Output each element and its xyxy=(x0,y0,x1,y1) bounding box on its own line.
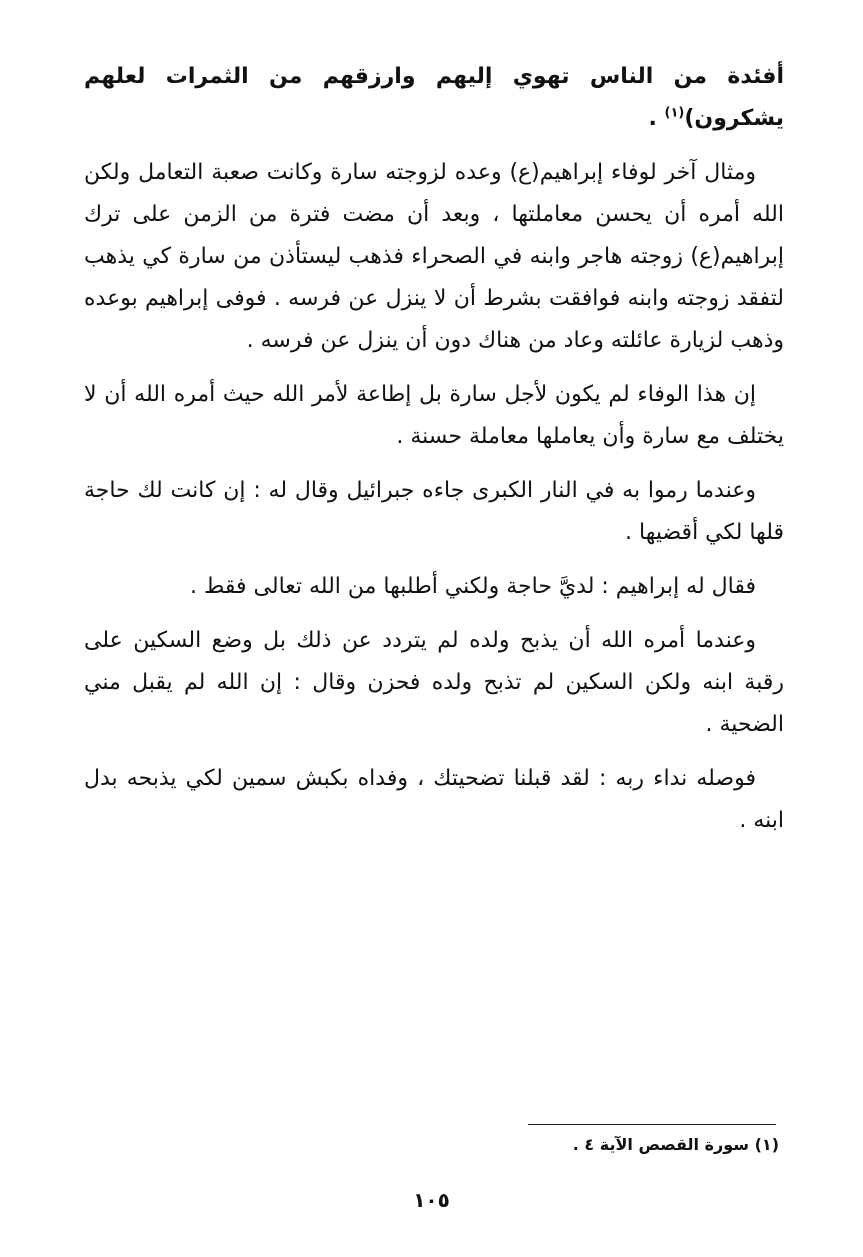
footnote: (١) سورة القصص الآية ٤ . xyxy=(572,1135,779,1154)
page-number: ١٠٥ xyxy=(413,1188,450,1212)
paragraph-fire-gabriel: وعندما رموا به في النار الكبرى جاءه جبرائيل وقال له : إن كانت لك حاجة قلها لكي أقضيها . xyxy=(84,478,784,545)
footnote-divider xyxy=(528,1124,776,1125)
paragraph-tail: . xyxy=(648,106,665,131)
paragraph-quran-verse-continuation xyxy=(84,56,784,140)
paragraph-text: أفئدة من الناس تهوي إليهم وارزقهم من الثمرات لعلهم يشكرون) xyxy=(84,64,784,131)
paragraph-sarah-example: ومثال آخر لوفاء إبراهيم(ع) وعده لزوجته سارة وكانت صعبة التعامل ولكن الله أمره أن يحسن معاملتها ، وبعد أن مضت فترة من الزمن على ترك إبراهيم(ع) زوجته هاجر وابنه في الصحراء فذهب ليستأذن من سارة كي يذهب لتفقد زوجته وابنه فوافقت بشرط أن لا ينزل عن فرسه . فوفى إبراهيم بوعده وذهب لزيارة عائلته وعاد من هناك دون أن ينزل عن فرسه . xyxy=(84,160,784,353)
paragraph-ransom: فوصله نداء ربه : لقد قبلنا تضحيتك ، وفداه بكبش سمين لكي يذبحه بدل ابنه . xyxy=(84,766,784,833)
paragraph-sacrifice: وعندما أمره الله أن يذبح ولده لم يتردد عن ذلك بل وضع السكين على رقبة ابنه ولكن السكين لم تذبح ولده فحزن وقال : إن الله لم يقبل مني الضحية . xyxy=(84,628,784,737)
page-body xyxy=(84,56,784,854)
paragraph-loyalty-obedience: إن هذا الوفاء لم يكون لأجل سارة بل إطاعة لأمر الله حيث أمره الله أن لا يختلف مع سارة وأن يعاملها معاملة حسنة . xyxy=(84,382,784,449)
footnote-reference: (١) xyxy=(664,105,685,121)
paragraph-ibrahim-reply: فقال له إبراهيم : لديَّ حاجة ولكني أطلبها من الله تعالى فقط . xyxy=(190,574,756,599)
